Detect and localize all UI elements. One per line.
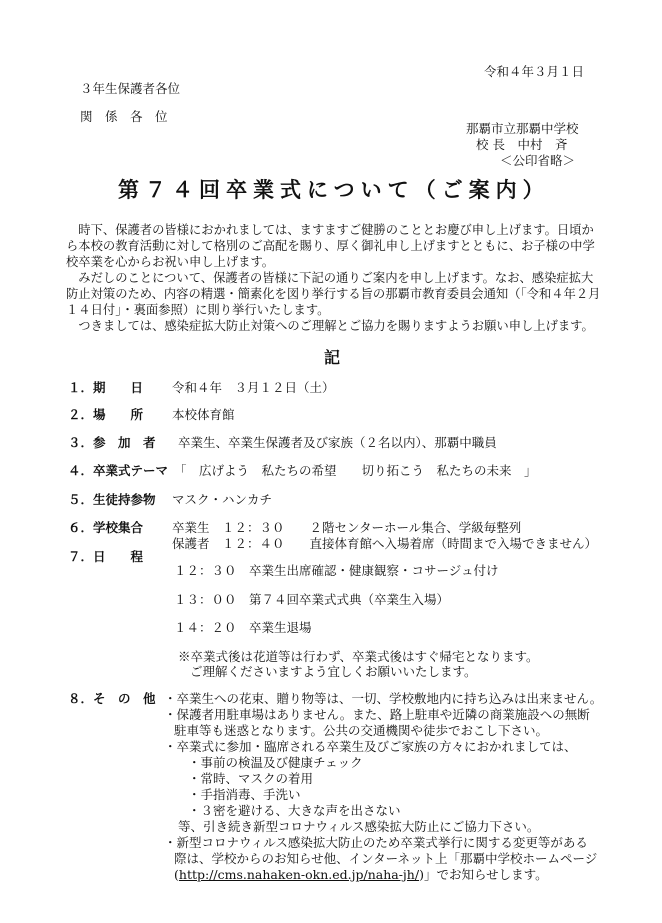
belongings-label: ５．生徒持参物 (68, 492, 156, 507)
theme-value: 「 広げよう 私たちの希望 切り拓こう 私たちの未来 」 (174, 463, 537, 478)
other-line: ・卒業生への花束、贈り物等は、一切、学校敷地内に持ち込みは出来ません。 (164, 691, 603, 706)
school-name: 那覇市立那覇中学校 (466, 121, 579, 136)
intro-paragraph-3: つきましては、感染症拡大防止対策へのご理解とご協力を賜りますようお願い申し上げます。 (78, 319, 594, 333)
seal-omitted: ＜公印省略＞ (500, 153, 576, 168)
schedule-item: １２：３０ 卒業生出席確認・健康観察・コサージュ付け (174, 563, 499, 578)
intro-body (66, 222, 604, 334)
other-label: ８．そ の 他 (68, 691, 156, 706)
place-label: ２．場 所 (68, 407, 144, 422)
date-label: １．期 日 (68, 380, 144, 395)
schedule-item: １４：２０ 卒業生退場 (174, 620, 312, 635)
other-line: 際は、学校からのお知らせ他、インターネット上「那覇中学校ホームページ (174, 851, 598, 866)
assembly-students: 卒業生 １２：３０ ２階センターホール集合、学級毎整列 (172, 520, 522, 535)
schedule-note: ご理解くださいますよう宜しくお願いいたします。 (190, 664, 477, 679)
other-line: 駐車等も迷惑となります。公共の交通機関や徒歩でおこし下さい。 (174, 723, 549, 738)
other-line: ・常時、マスクの着用 (188, 771, 314, 786)
intro-paragraph-1: 時下、保護者の皆様におかれましては、ますますご健勝のこととお慶び申し上げます。日頃から本校の教育活動に対して格別のご高配を賜り、厚く御礼申し上げますとともに、お子様の中学校卒業を心からお祝い申し上げます。 (66, 223, 595, 269)
belongings-value: マスク・ハンカチ (172, 492, 273, 507)
other-line: ・３密を避ける、大きな声を出さない (188, 803, 401, 818)
url-open-paren: ( (174, 867, 179, 882)
other-line: ・新型コロナウィルス感染拡大防止のため卒業式挙行に関する変更等がある (164, 835, 588, 850)
schedule-label: ７．日 程 (68, 549, 144, 564)
other-line-url (174, 867, 548, 883)
ki-heading: 記 (324, 348, 341, 367)
principal-name: 校 長 中村 斉 (476, 137, 568, 152)
other-line: ・卒業式に参加・臨席される卒業生及びご家族の方々におかれましては、 (164, 739, 577, 754)
attendees-label: ３．参 加 者 (68, 435, 156, 450)
other-line: ・保護者用駐車場はありません。また、路上駐車や近隣の商業施設への無断 (164, 707, 590, 722)
date-value: 令和４年 ３月１２日（土） (172, 380, 335, 395)
other-line: ・手指消毒、手洗い (188, 787, 301, 802)
place-value: 本校体育館 (172, 407, 235, 422)
recipient-parents: ３年生保護者各位 (80, 81, 181, 96)
schedule-note: ※卒業式後は花道等は行わず、卒業式後はすぐ帰宅となります。 (178, 649, 539, 664)
url-close-text: )」でお知らせします。 (419, 867, 548, 882)
recipient-all: 関 係 各 位 (80, 109, 168, 124)
intro-paragraph-2: みだしのことについて、保護者の皆様に下記の通りご案内を申し上げます。なお、感染症拡大防止対策のため、内容の精選・簡素化を図り挙行する旨の那覇市教育委員会通知（「令和４年２月１４日付」・裏面参照）に則り挙行いたします。 (66, 271, 601, 317)
other-line: ・事前の検温及び健康チェック (188, 755, 363, 770)
theme-label: ４．卒業式テーマ (68, 463, 169, 478)
other-line: 等、引き続き新型コロナウィルス感染拡大防止にご協力下さい。 (178, 819, 540, 834)
document-date: 令和４年３月１日 (484, 64, 585, 79)
page-title: 第７４回卒業式について（ご案内） (118, 177, 550, 202)
school-homepage-link[interactable]: http://cms.nahaken-okn.ed.jp/naha-jh/ (178, 867, 420, 882)
schedule-item: １３：００ 第７４回卒業式式典（卒業生入場） (174, 592, 450, 607)
attendees-value: 卒業生、卒業生保護者及び家族（２名以内）、那覇中職員 (178, 435, 497, 450)
assembly-parents: 保護者 １２：４０ 直接体育館へ入場着席（時間まで入場できません） (172, 536, 598, 551)
assembly-label: ６．学校集合 (68, 520, 144, 535)
